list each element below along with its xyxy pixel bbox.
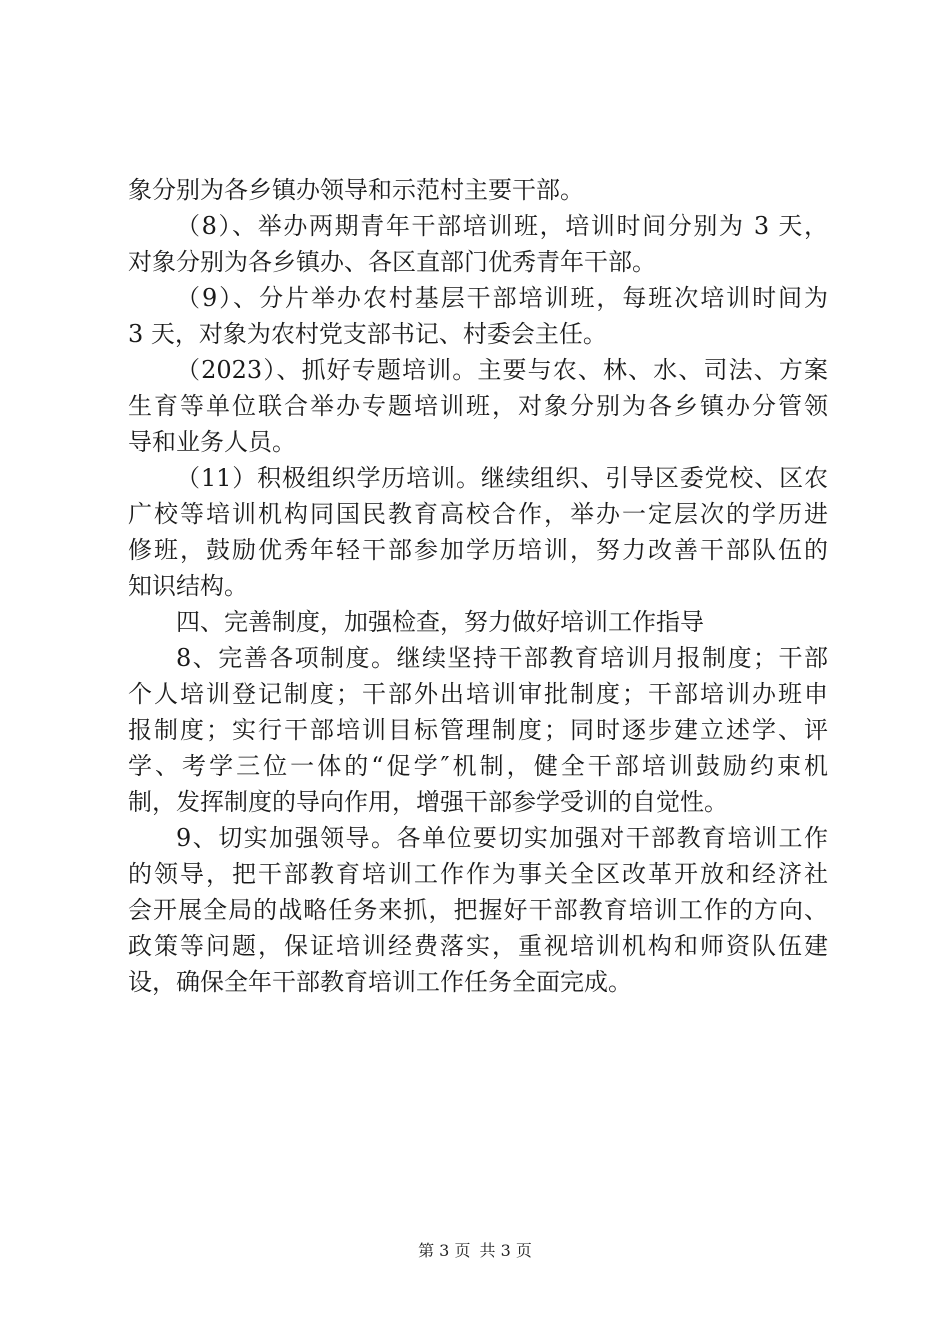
text-line: 会开展全局的战略任务来抓，把握好干部教育培训工作的方向、	[128, 896, 828, 924]
text-line: 报制度；实行干部培训目标管理制度；同时逐步建立述学、评	[128, 716, 828, 744]
total-pages: 共 3 页	[479, 1241, 532, 1260]
text-line: 知识结构。	[128, 572, 248, 600]
text-line: 8、完善各项制度。继续坚持干部教育培训月报制度；干部	[176, 644, 828, 672]
section-heading	[128, 604, 828, 640]
text-line: 设，确保全年干部教育培训工作任务全面完成。	[128, 968, 632, 996]
paragraph	[128, 640, 828, 820]
text-line: 学、考学三位一体的“促学″机制，健全干部培训鼓励约束机	[128, 752, 828, 780]
text-line: （2023）、抓好专题培训。主要与农、林、水、司法、方案	[176, 356, 828, 384]
paragraph	[128, 820, 828, 1000]
paragraph	[128, 352, 828, 460]
page-number: 第 3 页	[418, 1241, 471, 1260]
text-line: 3 天，对象为农村党支部书记、村委会主任。	[128, 320, 607, 348]
text-line: 9、切实加强领导。各单位要切实加强对干部教育培训工作	[176, 824, 828, 852]
text-line: 个人培训登记制度；干部外出培训审批制度；干部培训办班申	[128, 680, 828, 708]
paragraph	[128, 280, 828, 352]
text-line: 制，发挥制度的导向作用，增强干部参学受训的自觉性。	[128, 788, 728, 816]
text-line: （9）、分片举办农村基层干部培训班，每班次培训时间为	[176, 284, 828, 312]
text-line: 政策等问题，保证培训经费落实，重视培训机构和师资队伍建	[128, 932, 828, 960]
paragraph	[128, 460, 828, 604]
text-line: 生育等单位联合举办专题培训班，对象分别为各乡镇办分管领	[128, 392, 828, 420]
text-line: 广校等培训机构同国民教育高校合作，举办一定层次的学历进	[128, 500, 828, 528]
paragraph	[128, 172, 828, 208]
text-line: 象分别为各乡镇办领导和示范村主要干部。	[128, 176, 584, 204]
text-line: 四、完善制度，加强检查，努力做好培训工作指导	[176, 608, 704, 636]
text-line: 对象分别为各乡镇办、各区直部门优秀青年干部。	[128, 248, 656, 276]
paragraph	[128, 208, 828, 280]
document-body	[128, 172, 828, 1000]
page-footer	[0, 1241, 950, 1261]
text-line: 的领导，把干部教育培训工作作为事关全区改革开放和经济社	[128, 860, 828, 888]
text-line: 修班，鼓励优秀年轻干部参加学历培训，努力改善干部队伍的	[128, 536, 828, 564]
text-line: （11）积极组织学历培训。继续组织、引导区委党校、区农	[176, 464, 828, 492]
text-line: （8）、举办两期青年干部培训班，培训时间分别为 3 天，	[176, 212, 828, 240]
text-line: 导和业务人员。	[128, 428, 296, 456]
